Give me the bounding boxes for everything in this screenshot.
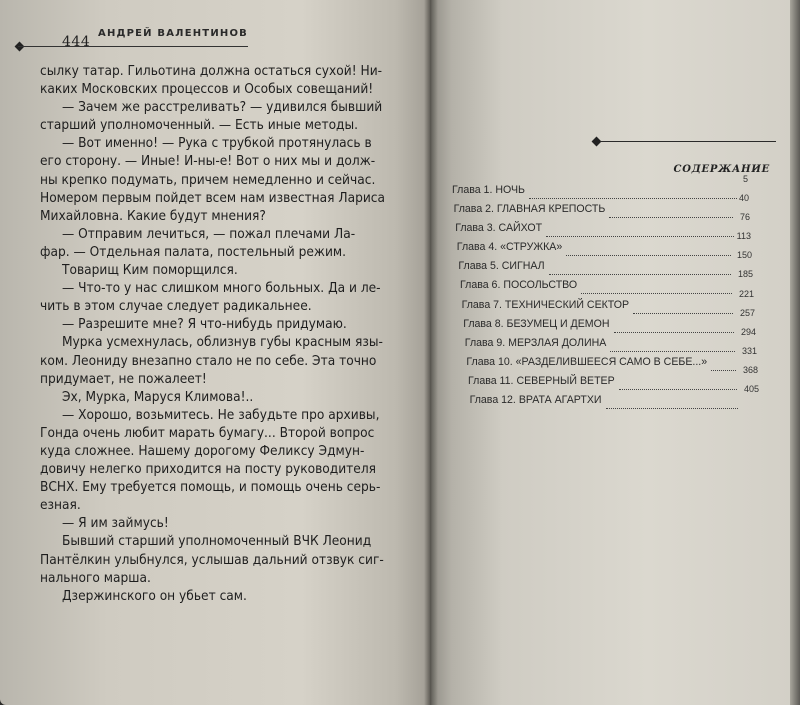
dot-leader [633, 299, 733, 314]
text-line: каких Московских процессов и Особых совещаний! [40, 81, 374, 98]
toc-entry-page: 294 [740, 326, 756, 337]
dot-leader [546, 222, 734, 237]
toc-entry-page: 113 [736, 231, 751, 242]
text-line: довичу нелегко приходится на посту руководителя [40, 461, 376, 478]
toc-entry-page: 40 [738, 193, 749, 204]
toc-entry [452, 288, 782, 318]
toc-entry-title: Глава 12. ВРАТА АГАРТХИ [469, 394, 602, 407]
dot-leader [529, 184, 737, 199]
text-line: Эх, Мурка, Маруся Климова!.. [62, 388, 254, 405]
text-line: Номером первым пойдет всем нам известная Лариса [40, 189, 386, 206]
toc-entry-page: 331 [741, 345, 757, 356]
toc-entry-title: Глава 10. «РАЗДЕЛИВШЕЕСЯ САМО В СЕБЕ...» [466, 355, 708, 368]
toc-list [452, 174, 782, 413]
page-number: 444 [62, 34, 91, 50]
right-page [430, 0, 792, 705]
toc-entry [452, 326, 782, 356]
text-line: Михайловна. Какие будут мнения? [40, 207, 266, 224]
dot-leader [609, 203, 733, 218]
text-line: ВСНХ. Ему требуется помощь, и помощь очень серь- [40, 479, 381, 496]
text-line: Пантёлкин улыбнулся, услышав дальний отзвук сиг- [40, 551, 384, 568]
text-line: ком. Леониду внезапно стало не по себе. Эта точно [40, 352, 377, 369]
text-line: фар. — Отдельная палата, постельный режим. [40, 243, 346, 260]
dot-leader [619, 375, 737, 390]
toc-entry [452, 231, 782, 260]
body-text [40, 62, 412, 605]
text-line: чить в этом случае следует радикальнее. [40, 298, 312, 315]
running-title-author: АНДРЕЙ ВАЛЕНТИНОВ [98, 28, 248, 39]
dot-leader [566, 241, 730, 256]
toc-entry-page: 185 [737, 269, 753, 280]
toc-entry-page: 150 [736, 250, 752, 261]
text-line: старший уполномоченный. — Есть иные методы. [40, 117, 359, 134]
text-line: — Разрешите мне? Я что-нибудь придумаю. [62, 316, 347, 333]
dot-leader [606, 394, 738, 409]
dot-leader [581, 279, 732, 294]
toc-entry [452, 269, 782, 298]
dot-leader [549, 260, 731, 275]
text-line: Бывший старший уполномоченный ВЧК Леонид [62, 533, 372, 550]
toc-entry-title: Глава 7. ТЕХНИЧЕСКИЙ СЕКТОР [461, 298, 630, 311]
toc-rule [600, 141, 776, 142]
text-line: — Что-то у нас слишком много больных. Да и ле- [62, 280, 381, 297]
toc-entry [452, 384, 782, 413]
toc-entry [452, 307, 782, 337]
toc-entry-title: Глава 9. МЕРЗЛАЯ ДОЛИНА [464, 336, 607, 349]
text-line: Мурка усмехнулась, облизнув губы красным язы- [62, 334, 383, 351]
text-line: куда сложнее. Нашему дорогому Феликсу Эдмун- [40, 442, 365, 459]
toc-entry-title: Глава 4. «СТРУЖКА» [456, 241, 563, 254]
toc-entry [452, 174, 782, 203]
text-line: Гонда очень любит марать бумагу... Второй вопрос [40, 424, 375, 441]
toc-entry-page: 76 [739, 212, 750, 223]
toc-entry-title: Глава 5. СИГНАЛ [458, 260, 545, 273]
text-line: придумает, не пожалеет! [40, 370, 207, 387]
toc-entry-title: Глава 3. САЙХОТ [455, 222, 543, 235]
dot-leader [614, 318, 734, 333]
text-line: Дзержинского он убьет сам. [62, 587, 247, 604]
toc-entry-title: Глава 8. БЕЗУМЕЦ И ДЕМОН [463, 317, 610, 330]
toc-entry [452, 250, 782, 279]
toc-entry-title: Глава 1. НОЧЬ [452, 184, 526, 196]
text-line: — Я им займусь! [62, 515, 169, 532]
header-rule [18, 46, 248, 47]
text-line: езная. [40, 497, 81, 514]
dot-leader [711, 356, 736, 371]
toc-entry-page: 257 [739, 307, 755, 318]
toc-entry-title: Глава 11. СЕВЕРНЫЙ ВЕТЕР [468, 374, 615, 387]
page-edge-stack [790, 0, 800, 705]
text-line: ны крепко подумать, причем немедленно и сейчас. [40, 171, 376, 188]
toc-entry [452, 345, 782, 375]
toc-entry-page: 221 [738, 288, 754, 299]
toc-entry-page: 5 [742, 174, 748, 184]
toc-entry-page: 405 [743, 384, 759, 395]
dot-leader [610, 337, 735, 352]
toc-entry [452, 212, 782, 241]
text-line: — Отправим лечиться, — пожал плечами Ла- [62, 225, 356, 242]
toc-entry [452, 364, 782, 394]
text-line: его сторону. — Иные! И-ны-е! Вот о них мы и долж- [40, 153, 376, 170]
text-line: Товарищ Ким поморщился. [62, 262, 238, 279]
toc-heading: СОДЕРЖАНИЕ [673, 164, 770, 175]
toc-entry-title: Глава 2. ГЛАВНАЯ КРЕПОСТЬ [453, 203, 606, 216]
text-line: сылку татар. Гильотина должна остаться сухой! Ни- [40, 63, 383, 79]
toc-entry [452, 193, 782, 222]
text-line: нального марша. [40, 569, 151, 586]
toc-entry-page: 368 [742, 364, 758, 375]
text-line: — Зачем же расстреливать? — удивился бывший [62, 99, 383, 116]
toc-entry-title: Глава 6. ПОСОЛЬСТВО [460, 279, 578, 292]
text-line: — Вот именно! — Рука с трубкой протянулась в [62, 135, 372, 152]
text-line: — Хорошо, возьмитесь. Не забудьте про архивы, [62, 406, 380, 423]
running-head [18, 28, 248, 50]
